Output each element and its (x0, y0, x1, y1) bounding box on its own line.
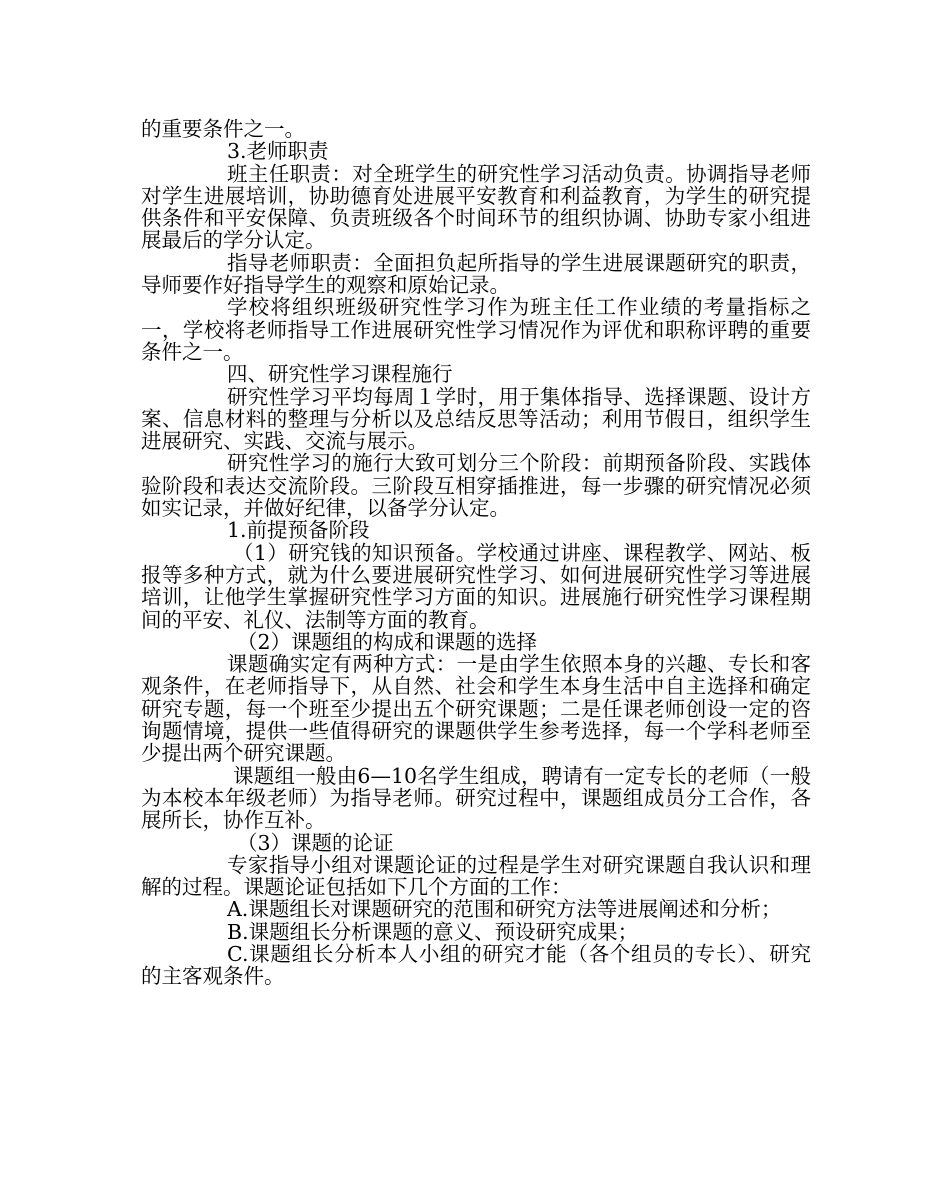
paragraph-weekly-hours: 研究性学习平均每周１学时，用于集体指导、选择课题、设计方案、信息材料的整理与分析以及总结反思等活动；利用节假日，组织学生进展研究、实践、交流与展示。 (141, 384, 811, 454)
document-page (141, 118, 811, 988)
list-item-a: A.课题组长对课题研究的范围和研究方法等进展阐述和分析； (227, 897, 782, 922)
paragraph-school-evaluation: 学校将组织班级研究性学习作为班主任工作业绩的考量指标之一，学校将老师指导工作进展研究性学习情况作为评优和职称评聘的重要条件之一。 (141, 295, 811, 364)
paragraph-continuation: 的重要条件之一。 (141, 117, 305, 141)
section-heading-teacher-duties: 3.老师职责 (227, 139, 329, 164)
paragraph-argument-process: 专家指导小组对课题论证的过程是学生对研究课题自我认识和理解的过程。课题论证包括如下几个方面的工作： (141, 852, 811, 900)
section-heading-course-implementation: 四、研究性学习课程施行 (227, 362, 453, 387)
paragraph-topic-selection: 课题确实定有两种方式：一是由学生依照本身的兴趣、专长和客观条件，在老师指导下，从自然、社会和学生本身生活中自主选择和确定研究专题，每一个班至少提出五个研究课题；二是任课老师创设一定的咨询题情境，提供一些值得研究的课题供学生参考选择，每一个学科老师至少提出两个研究课题。 (141, 652, 811, 766)
list-item-c: C.课题组长分析本人小组的研究才能（各个组员的专长）、研究的主客观条件。 (141, 941, 811, 989)
subsection-heading-group-formation: （2）课题组的构成和课题的选择 (237, 629, 538, 654)
paragraph-group-composition: 课题组一般由6—10名学生组成，聘请有一定专长的老师（一般为本校本年级老师）为指导老师。研究过程中，课题组成员分工合作，各展所长，协作互补。 (141, 763, 811, 833)
paragraph-homeroom-duties: 班主任职责：对全班学生的研究性学习活动负责。协调指导老师对学生进展培训，协助德育处进展平安教育和利益教育，为学生的研究提供条件和平安保障、负责班级各个时间环节的组织协调、协助专家小组进展最后的学分认定。 (141, 161, 811, 253)
subsection-heading-topic-argument: （3）课题的论证 (237, 830, 394, 855)
subsection-heading-preparation: 1.前提预备阶段 (227, 518, 370, 543)
list-item-b: B.课题组长分析课题的意义、预设研究成果； (227, 919, 639, 944)
paragraph-three-stages: 研究性学习的施行大致可划分三个阶段：前期预备阶段、实践体验阶段和表达交流阶段。三阶段互相穿插推进，每一步骤的研究情况必须如实记录，并做好纪律，以备学分认定。 (141, 451, 811, 521)
paragraph-advisor-duties: 指导老师职责：全面担负起所指导的学生进展课题研究的职责，导师要作好指导学生的观察和原始记录。 (141, 250, 811, 298)
paragraph-knowledge-preparation: （1）研究钱的知识预备。学校通过讲座、课程教学、网站、板报等多种方式，就为什么要进展研究性学习、如何进展研究性学习等进展培训，让他学生掌握研究性学习方面的知识。进展施行研究性学习课程期间的平安、礼仪、法制等方面的教育。 (141, 540, 811, 632)
